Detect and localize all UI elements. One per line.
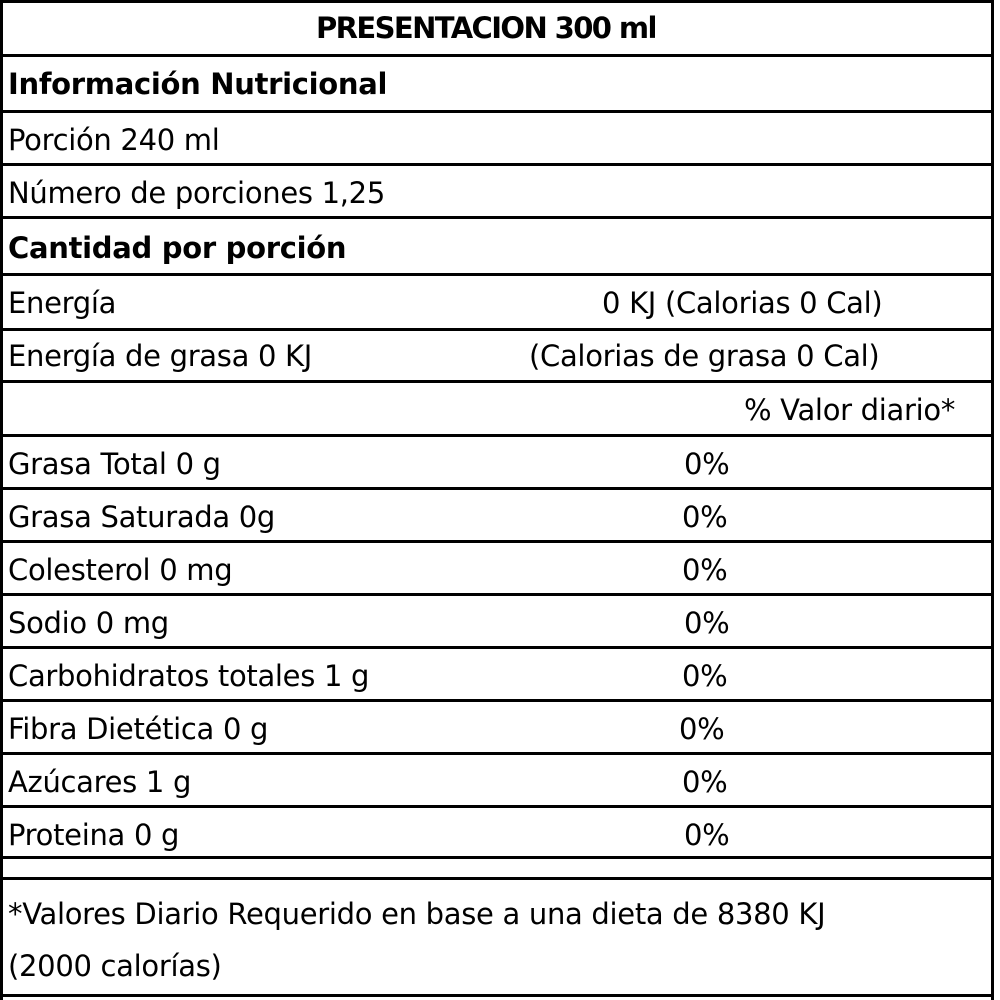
nutrient-percent: 0%	[684, 606, 730, 640]
daily-value-header: % Valor diario*	[744, 393, 956, 427]
footnote-line-1: *Valores Diario Requerido en base a una dieta de 8380 KJ	[8, 897, 826, 931]
presentation-title: PRESENTACION 300 ml	[316, 11, 656, 45]
fat-energy-value: (Calorias de grasa 0 Cal)	[529, 339, 880, 373]
nutrient-percent: 0%	[684, 447, 730, 481]
energy-row	[2, 276, 991, 331]
table-row	[2, 808, 991, 859]
table-row	[2, 702, 991, 755]
nutrient-label: Grasa Saturada 0g	[8, 500, 276, 534]
nutrient-percent: 0%	[682, 659, 728, 693]
nutrient-percent: 0%	[682, 553, 728, 587]
servings-count: Número de porciones 1,25	[8, 176, 385, 210]
nutrition-info-title: Información Nutricional	[8, 67, 388, 101]
fat-energy-label: Energía de grasa 0 KJ	[8, 339, 313, 373]
nutrient-percent: 0%	[684, 818, 730, 852]
amount-per-serving-heading: Cantidad por porción	[8, 231, 347, 265]
table-row	[2, 596, 991, 649]
table-row	[2, 437, 991, 490]
serving-row	[2, 113, 991, 166]
daily-value-header-row	[2, 383, 991, 437]
energy-label: Energía	[8, 286, 117, 320]
nutrient-label: Colesterol 0 mg	[8, 553, 233, 587]
nutrient-label: Sodio 0 mg	[8, 606, 169, 640]
presentation-row	[2, 3, 991, 57]
nutrient-label: Grasa Total 0 g	[8, 447, 221, 481]
nutrient-label: Proteina 0 g	[8, 818, 180, 852]
footnote-line-2: (2000 calorías)	[8, 949, 222, 983]
footnote-row	[2, 880, 991, 997]
fat-energy-row	[2, 331, 991, 383]
nutrient-label: Fibra Dietética 0 g	[8, 712, 269, 746]
nutrient-label: Carbohidratos totales 1 g	[8, 659, 370, 693]
table-row	[2, 490, 991, 543]
amount-per-serving-row	[2, 219, 991, 276]
servings-count-row	[2, 166, 991, 219]
nutrient-percent: 0%	[682, 765, 728, 799]
serving-size: Porción 240 ml	[8, 123, 220, 157]
table-row	[2, 755, 991, 808]
table-row	[2, 543, 991, 596]
nutrient-percent: 0%	[682, 500, 728, 534]
table-row	[2, 649, 991, 702]
nutrient-label: Azúcares 1 g	[8, 765, 192, 799]
nutrient-percent: 0%	[679, 712, 725, 746]
info-title-row	[2, 57, 991, 113]
energy-value: 0 KJ (Calorias 0 Cal)	[602, 286, 883, 320]
